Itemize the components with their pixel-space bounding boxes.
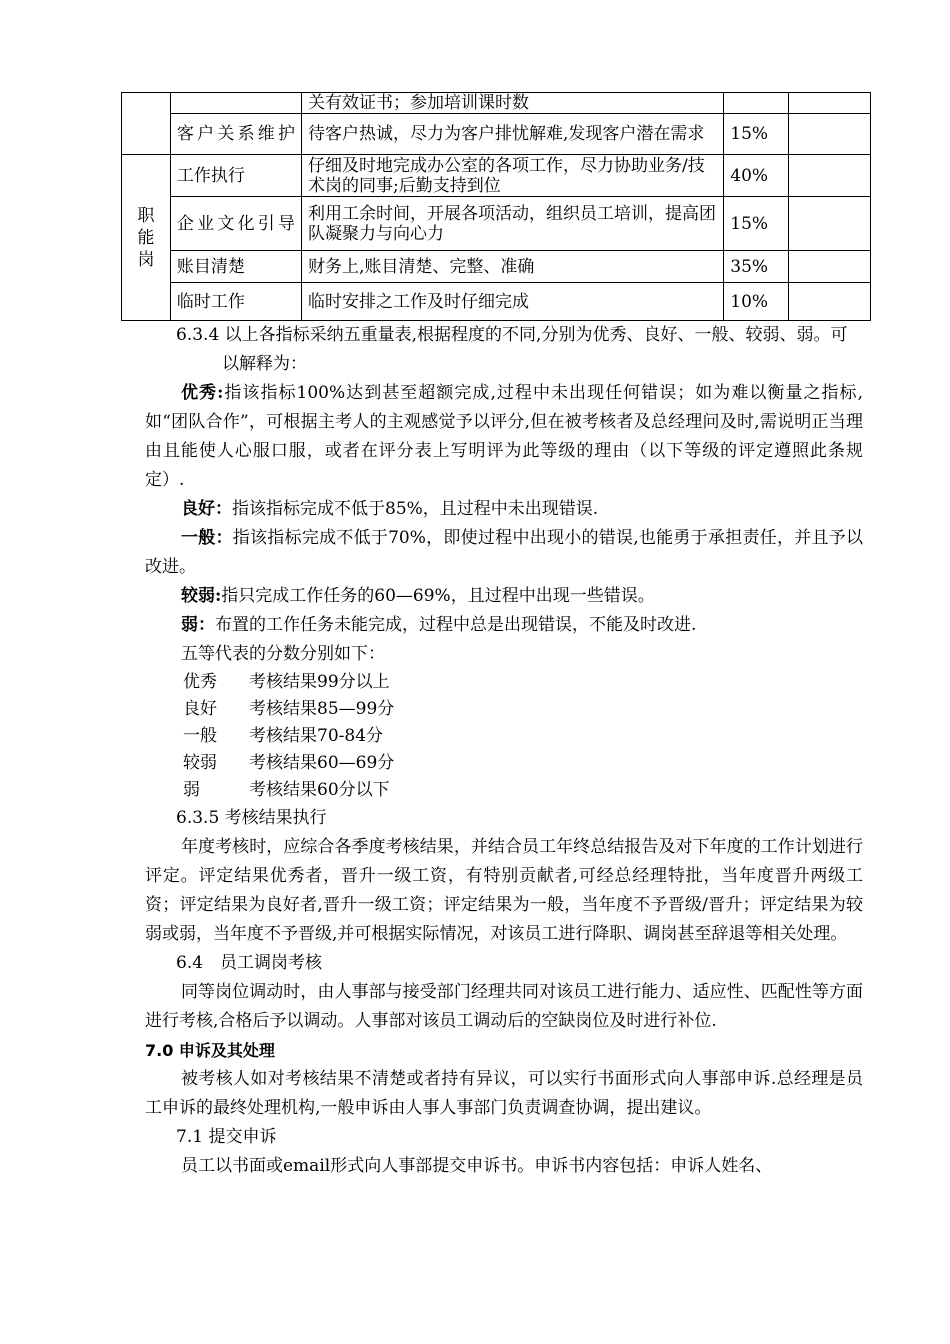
grade-row — [145, 669, 863, 696]
score-cell — [788, 251, 870, 283]
table-row — [122, 251, 871, 283]
grade-name: 良好 — [183, 699, 217, 719]
scores-intro: 五等代表的分数分别如下： — [181, 644, 385, 664]
score-cell — [788, 155, 870, 197]
good-definition — [145, 495, 863, 524]
weak-definition — [145, 582, 863, 611]
weight-cell: 35% — [724, 251, 788, 283]
grade-row — [145, 696, 863, 723]
category-label: 职能岗 — [137, 205, 155, 270]
section-7-heading: 7.0 申诉及其处理 — [145, 1041, 275, 1060]
item-cell: 临时工作 — [170, 283, 301, 321]
item-cell: 工作执行 — [170, 155, 301, 197]
grade-row — [145, 723, 863, 750]
desc-cell: 仔细及时地完成办公室的各项工作，尽力协助业务/技术岗的同事;后勤支持到位 — [302, 155, 724, 197]
grade-row — [145, 750, 863, 777]
grade-result: 考核结果60分以下 — [249, 780, 390, 800]
average-label: 一般： — [181, 528, 233, 548]
section-7-1-heading: 7.1 提交申诉 — [176, 1127, 277, 1147]
grade-name: 较弱 — [183, 753, 217, 773]
poor-text: 布置的工作任务未能完成，过程中总是出现错误，不能及时改进. — [215, 615, 697, 635]
table-row — [122, 155, 871, 197]
grade-row — [145, 777, 863, 804]
section-6-3-4 — [145, 321, 863, 1181]
weak-label: 较弱: — [181, 586, 222, 606]
desc-cell: 临时安排之工作及时仔细完成 — [302, 283, 724, 321]
weak-text: 指只完成工作任务的60—69%，且过程中出现一些错误。 — [221, 586, 655, 606]
item-cell: 企业文化引导 — [170, 197, 301, 251]
kpi-table — [121, 92, 871, 321]
desc-cell: 待客户热诚，尽力为客户排忧解难,发现客户潜在需求 — [302, 114, 724, 155]
grade-name: 优秀 — [183, 672, 217, 692]
desc-cell: 关有效证书；参加培训课时数 — [302, 93, 724, 114]
desc-cell: 财务上,账目清楚、完整、准确 — [302, 251, 724, 283]
grade-result: 考核结果85—99分 — [249, 699, 395, 719]
score-cell — [788, 283, 870, 321]
category-cell — [122, 155, 171, 321]
desc-cell: 利用工余时间，开展各项活动，组织员工培训，提高团队凝聚力与向心力 — [302, 197, 724, 251]
score-cell — [788, 93, 870, 114]
grade-name: 弱 — [183, 780, 200, 800]
excellent-definition — [145, 379, 863, 495]
item-cell: 账目清楚 — [170, 251, 301, 283]
weight-cell — [724, 93, 788, 114]
weight-cell: 15% — [724, 197, 788, 251]
section-6-3-5-text: 年度考核时，应综合各季度考核结果，并结合员工年终总结报告及对下年度的工作计划进行评定。评定结果优秀者，晋升一级工资，有特别贡献者,可经总经理特批，当年度晋升两级工资；评定结果为良好者,晋升一级工资；评定结果为一般，当年度不予晋级/晋升；评定结果为较弱或弱，当年度不予晋级,并可根据实际情况，对该员工进行降职、调岗甚至辞退等相关处理。 — [145, 837, 863, 944]
category-cell — [122, 93, 171, 155]
section-7-1-text: 员工以书面或email形式向人事部提交申诉书。申诉书内容包括：申诉人姓名、 — [181, 1156, 773, 1176]
item-cell — [170, 93, 301, 114]
grade-result: 考核结果99分以上 — [249, 672, 390, 692]
good-text: 指该指标完成不低于85%，且过程中未出现错误. — [232, 499, 599, 519]
excellent-label: 优秀: — [181, 383, 224, 403]
table-row — [122, 283, 871, 321]
average-definition — [145, 524, 863, 582]
table-row — [122, 197, 871, 251]
poor-definition — [145, 611, 863, 640]
good-label: 良好： — [181, 499, 232, 519]
grade-result: 考核结果60—69分 — [249, 753, 395, 773]
score-cell — [788, 114, 870, 155]
section-6-3-5-heading: 6.3.5 考核结果执行 — [176, 808, 327, 828]
grade-result: 考核结果70-84分 — [249, 726, 384, 746]
table-row — [122, 93, 871, 114]
score-cell — [788, 197, 870, 251]
section-6-4-heading: 6.4 员工调岗考核 — [176, 953, 323, 973]
grade-name: 一般 — [183, 726, 217, 746]
excellent-text: 指该指标100%达到甚至超额完成,过程中未出现任何错误；如为难以衡量之指标,如“团队合作”，可根据主考人的主观感觉予以评分,但在被考核者及总经理问及时,需说明正当理由且能使人心服口服，或者在评分表上写明评为此等级的理由（以下等级的评定遵照此条规定）. — [145, 383, 863, 490]
weight-cell: 15% — [724, 114, 788, 155]
weight-cell: 40% — [724, 155, 788, 197]
average-text: 指该指标完成不低于70%，即使过程中出现小的错误,也能勇于承担责任，并且予以改进。 — [145, 528, 864, 577]
poor-label: 弱： — [181, 615, 215, 635]
table-row — [122, 114, 871, 155]
section-6-4-text: 同等岗位调动时，由人事部与接受部门经理共同对该员工进行能力、适应性、匹配性等方面进行考核,合格后予以调动。人事部对该员工调动后的空缺岗位及时进行补位. — [145, 982, 863, 1031]
item-cell: 客户关系维护 — [170, 114, 301, 155]
section-7-text: 被考核人如对考核结果不清楚或者持有异议，可以实行书面形式向人事部申诉.总经理是员工申诉的最终处理机构,一般申诉由人事人事部门负责调查协调，提出建议。 — [145, 1069, 863, 1118]
weight-cell: 10% — [724, 283, 788, 321]
section-intro: 6.3.4 以上各指标采纳五重量表,根据程度的不同,分别为优秀、良好、一般、较弱、弱。可以解释为： — [176, 325, 848, 374]
